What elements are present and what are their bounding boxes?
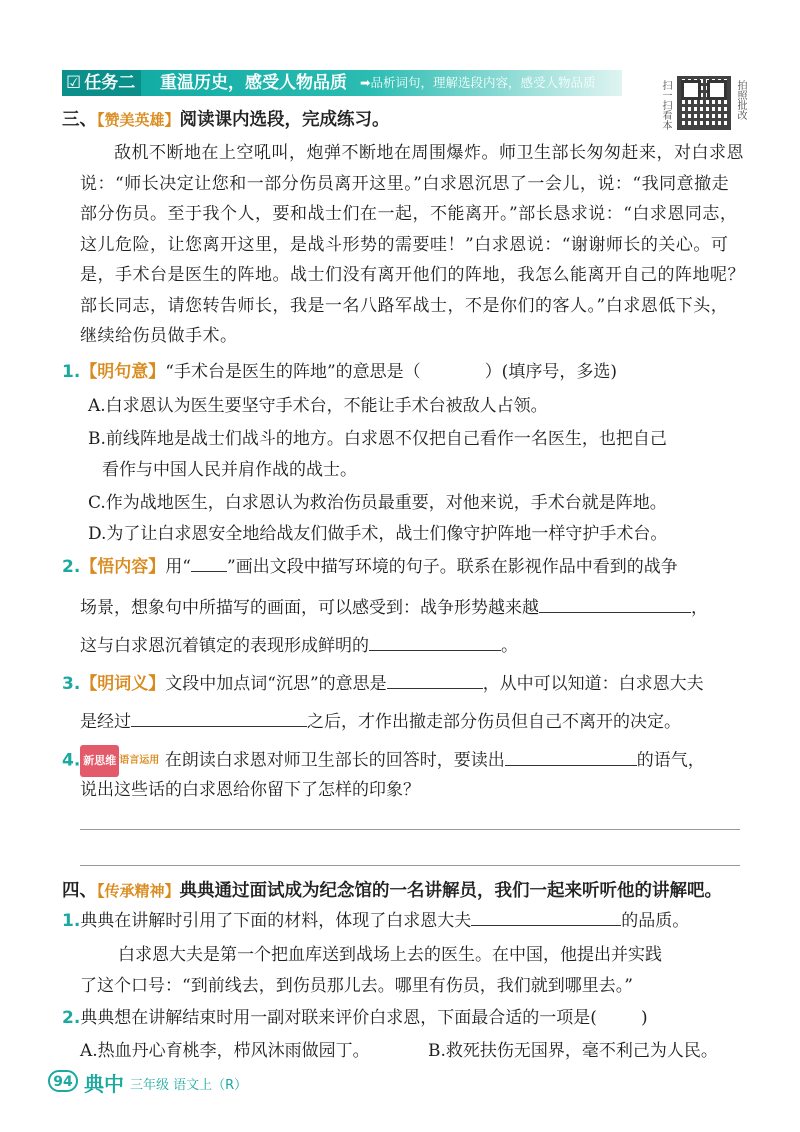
checkbox-icon: ☑ xyxy=(66,73,82,93)
section-4-question-2-option-a: A.热血丹心育桃李，栉风沐雨做园丁。 xyxy=(80,1041,370,1061)
question-1-option-d: D.为了让白求恩安全地给战友们做手术，战士们像守护阵地一样守护手术台。 xyxy=(88,524,668,544)
question-4-line-2: 说出这些话的白求恩给你留下了怎样的印象？ xyxy=(80,780,420,800)
question-3-blank-1[interactable] xyxy=(387,670,483,689)
task-label: ☑ 任务二 xyxy=(62,70,141,96)
question-3-line-2: 是经过 之后，才作出撤走部分伤员但自己不离开的决定。 xyxy=(80,707,681,737)
section-3-tag: 【赞美英雄】 xyxy=(97,111,180,129)
question-1-option-c: C.作为战地医生，白求恩认为救治伤员最重要，对他来说，手术台就是阵地。 xyxy=(88,493,667,513)
qr-code-icon[interactable] xyxy=(677,76,731,130)
quoted-material-line-1: 白求恩大夫是第一个把血库送到战场上去的医生。在中国，他提出并实践 xyxy=(118,945,662,965)
question-3-tag: 【明词义】 xyxy=(80,674,166,694)
question-2-blank-2[interactable] xyxy=(369,632,501,651)
question-1-option-a: A.白求恩认为医生要坚守手术台，不能让手术台被敌人占领。 xyxy=(88,396,548,416)
question-3-line-1: 3.【明词义】文段中加点词“沉思”的意思是 ，从中可以知道：白求恩大夫 xyxy=(62,669,704,699)
brand-logo: 典中 xyxy=(84,1072,124,1096)
question-1-option-b: B.前线阵地是战士们战斗的地方。白求恩不仅把自己看作一名医生，也把自己 xyxy=(88,429,667,449)
question-2-line-3: 这与白求恩沉着镇定的表现形成鲜明的 。 xyxy=(80,631,518,661)
qr-caption-right: 拍照批改 xyxy=(735,80,746,120)
question-2-blank-1[interactable] xyxy=(539,594,691,613)
page-number: 94 xyxy=(48,1070,78,1092)
quoted-material-line-2: 了这个口号：“到前线去，到伤员那儿去。哪里有伤员，我们就到哪里去。” xyxy=(80,976,633,996)
section-4-tag: 【传承精神】 xyxy=(97,882,180,900)
question-4-line-1: 4. 新思维 语言运用 在朗读白求恩对师卫生部长的回答时，要读出 的语气， xyxy=(62,745,705,777)
task-title: 重温历史，感受人物品质 xyxy=(160,73,347,93)
underline-sample xyxy=(191,553,227,572)
task-subtitle: ➡品析词句，理解选段内容，感受人物品质 xyxy=(360,75,596,90)
question-3-blank-2[interactable] xyxy=(131,708,307,727)
answer-line-1[interactable] xyxy=(80,829,740,830)
question-4-blank[interactable] xyxy=(505,747,637,766)
reading-passage: 敌机不断地在上空吼叫，炮弹不断地在周围爆炸。师卫生部长匆匆赶来，对白求恩说：“师长决定让您和一部分伤员离开这里。”白求恩沉思了一会儿，说：“我同意撤走部分伤员。至于我个人，要和战士们在一起，不能离开。”部长恳求说：“白求恩同志，这儿危险，让您离开这里，是战斗形势的需要哇！”白求恩说：“谢谢师长的关心。可是，手术台是医生的阵地。战士们没有离开他们的阵地，我怎么能离开自己的阵地呢？部长同志，请您转告师长，我是一名八路军战士，不是你们的客人。”白求恩低下头，继续给伤员做手术。 xyxy=(80,143,745,346)
answer-line-2[interactable] xyxy=(80,865,740,866)
section-4-question-1-blank[interactable] xyxy=(471,907,621,926)
question-2-tag: 【悟内容】 xyxy=(80,557,166,577)
section-4-heading: 四、【传承精神】典典通过面试成为纪念馆的一名讲解员，我们一起来听听他的讲解吧。 xyxy=(62,881,723,901)
question-1-tag: 【明句意】 xyxy=(80,362,166,382)
question-2-line-1: 2.【悟内容】用“ ”画出文段中描写环境的句子。联系在影视作品中看到的战争 xyxy=(62,552,678,582)
grade-label: 三年级 语文上（R） xyxy=(130,1078,248,1093)
qr-caption-left: 扫一扫看本 xyxy=(660,80,671,130)
question-1-stem: 1.【明句意】“手术台是医生的阵地”的意思是（ ）(填序号，多选) xyxy=(62,362,617,382)
new-thinking-badge: 新思维 xyxy=(80,745,119,777)
section-4-question-1: 1.典典在讲解时引用了下面的材料，体现了白求恩大夫 的品质。 xyxy=(62,906,689,936)
section-4-question-2-option-b: B.救死扶伤无国界，毫不利己为人民。 xyxy=(428,1041,718,1061)
question-1-option-b-cont: 看作与中国人民并肩作战的战士。 xyxy=(102,460,357,480)
section-3-heading: 三、【赞美英雄】阅读课内选段，完成练习。 xyxy=(62,110,390,130)
question-2-line-2: 场景，想象句中所描写的画面，可以感受到：战争形势越来越 ， xyxy=(80,593,708,623)
section-4-question-2: 2.典典想在讲解结束时用一副对联来评价白求恩，下面最合适的一项是( ) xyxy=(62,1008,648,1028)
